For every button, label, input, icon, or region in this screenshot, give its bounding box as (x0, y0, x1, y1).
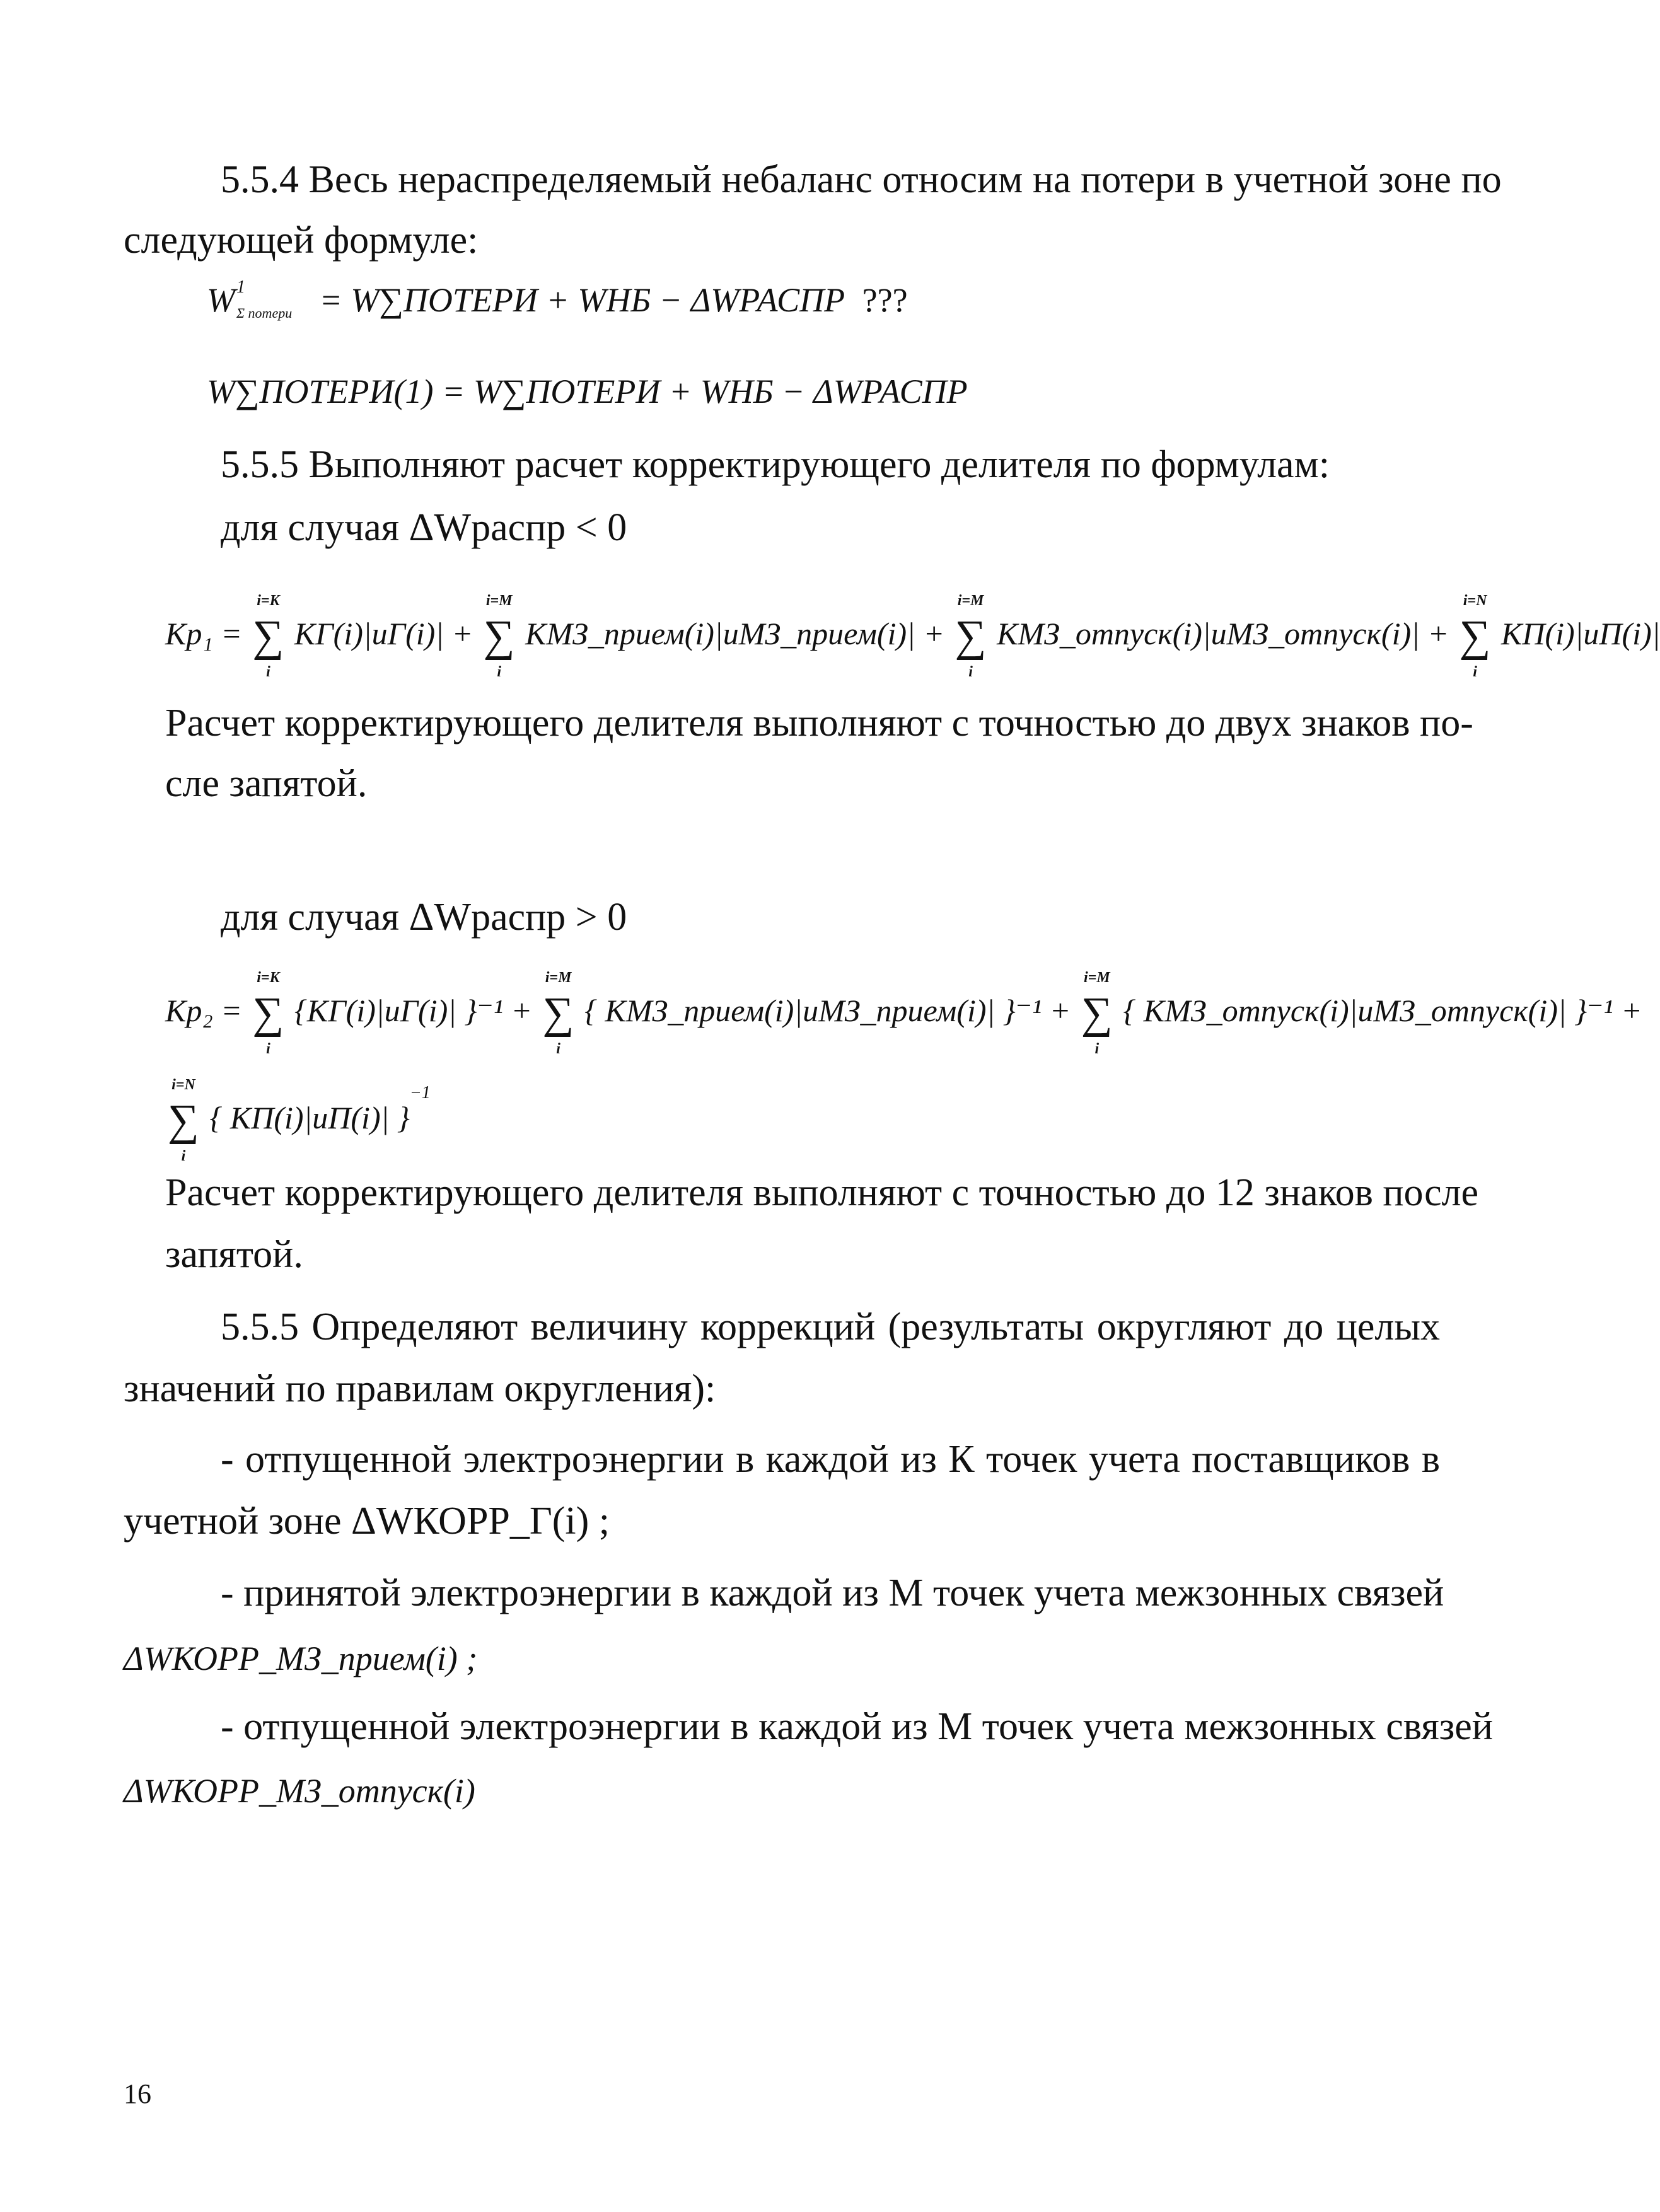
sum-symbol: ∑ i=K i (252, 970, 284, 1057)
paragraph-5-5-4-line2: следующей формуле: (124, 219, 479, 262)
accuracy-note-2-line1: Расчет корректирующего делителя выполняют с точностью до 12 знаков после (165, 1171, 1479, 1214)
case-1-label: для случая ΔWраспр < 0 (221, 506, 627, 549)
paragraph-5-5-5-divider: 5.5.5 Выполняют расчет корректирующего делителя по формулам: (221, 443, 1330, 486)
sum-symbol: ∑ i=M i (483, 593, 515, 680)
paragraph-corrections-line2: значений по правилам округления): (124, 1367, 716, 1410)
sum-symbol: ∑ i=K i (252, 593, 284, 680)
sum-symbol: ∑ i=M i (1081, 970, 1113, 1057)
bullet-supplier-points-line1: - отпущенной электроэнергии в каждой из К точек учета поставщиков в (221, 1438, 1440, 1481)
formula-losses-2: W∑ПОТЕРИ(1) = W∑ПОТЕРИ + WНБ − ΔWРАСПР (207, 373, 968, 410)
bullet-supplier-points-line2: учетной зоне ΔWКОРР_Г(i) ; (124, 1500, 610, 1543)
sum-symbol: ∑ i=M i (542, 970, 574, 1057)
formula-kp1: Kp₁ = ∑ i=K i KГ(i)|uГ(i)| + ∑ i=M i KМЗ_прием(i)|uМЗ_прием(i)| + ∑ i=M i KМЗ_отпуск(i)|uМЗ_отпуск(i)| + ∑ i=N i KП(i)|uП(i)| (165, 593, 1660, 680)
accuracy-note-2-line2: запятой. (165, 1233, 303, 1276)
sum-symbol: ∑ i=N i (168, 1077, 199, 1164)
page-number: 16 (124, 2078, 151, 2109)
sum-symbol: ∑ i=N i (1459, 593, 1491, 680)
bullet-received-intercon-line2: ΔWКОРР_МЗ_прием(i) ; (124, 1640, 478, 1677)
sum-symbol: ∑ i=M i (955, 593, 987, 680)
paragraph-5-5-4-line1: 5.5.4 Весь нераспределяемый небаланс относим на потери в учетной зоне по (221, 158, 1502, 201)
accuracy-note-1-line1: Расчет корректирующего делителя выполняют с точностью до двух знаков по- (165, 702, 1473, 744)
formula-kp2: Kp₂ = ∑ i=K i {KГ(i)|uГ(i)| }⁻¹ + ∑ i=M i { KМЗ_прием(i)|uМЗ_прием(i)| }⁻¹ + ∑ i=M i { KМЗ_отпуск(i)|uМЗ_отпуск(i)| }⁻¹ + (165, 970, 1642, 1057)
bullet-released-intercon-line2: ΔWКОРР_МЗ_отпуск(i) (124, 1772, 475, 1810)
case-2-label: для случая ΔWраспр > 0 (221, 896, 627, 939)
bullet-received-intercon-line1: - принятой электроэнергии в каждой из М точек учета межзонных связей (221, 1572, 1444, 1614)
formula-kp2-continuation: ∑ i=N i { KП(i)|uП(i)| }$^{-1}$ (168, 1077, 431, 1164)
paragraph-corrections-line1: 5.5.5 Определяют величину коррекций (результаты округляют до целых (221, 1306, 1440, 1348)
accuracy-note-1-line2: сле запятой. (165, 762, 368, 805)
formula-losses-1: W 1 Σ потери = W∑ПОТЕРИ + WНБ − ΔWРАСПР ??? (207, 277, 908, 321)
bullet-released-intercon-line1: - отпущенной электроэнергии в каждой из М точек учета межзонных связей (221, 1705, 1493, 1748)
